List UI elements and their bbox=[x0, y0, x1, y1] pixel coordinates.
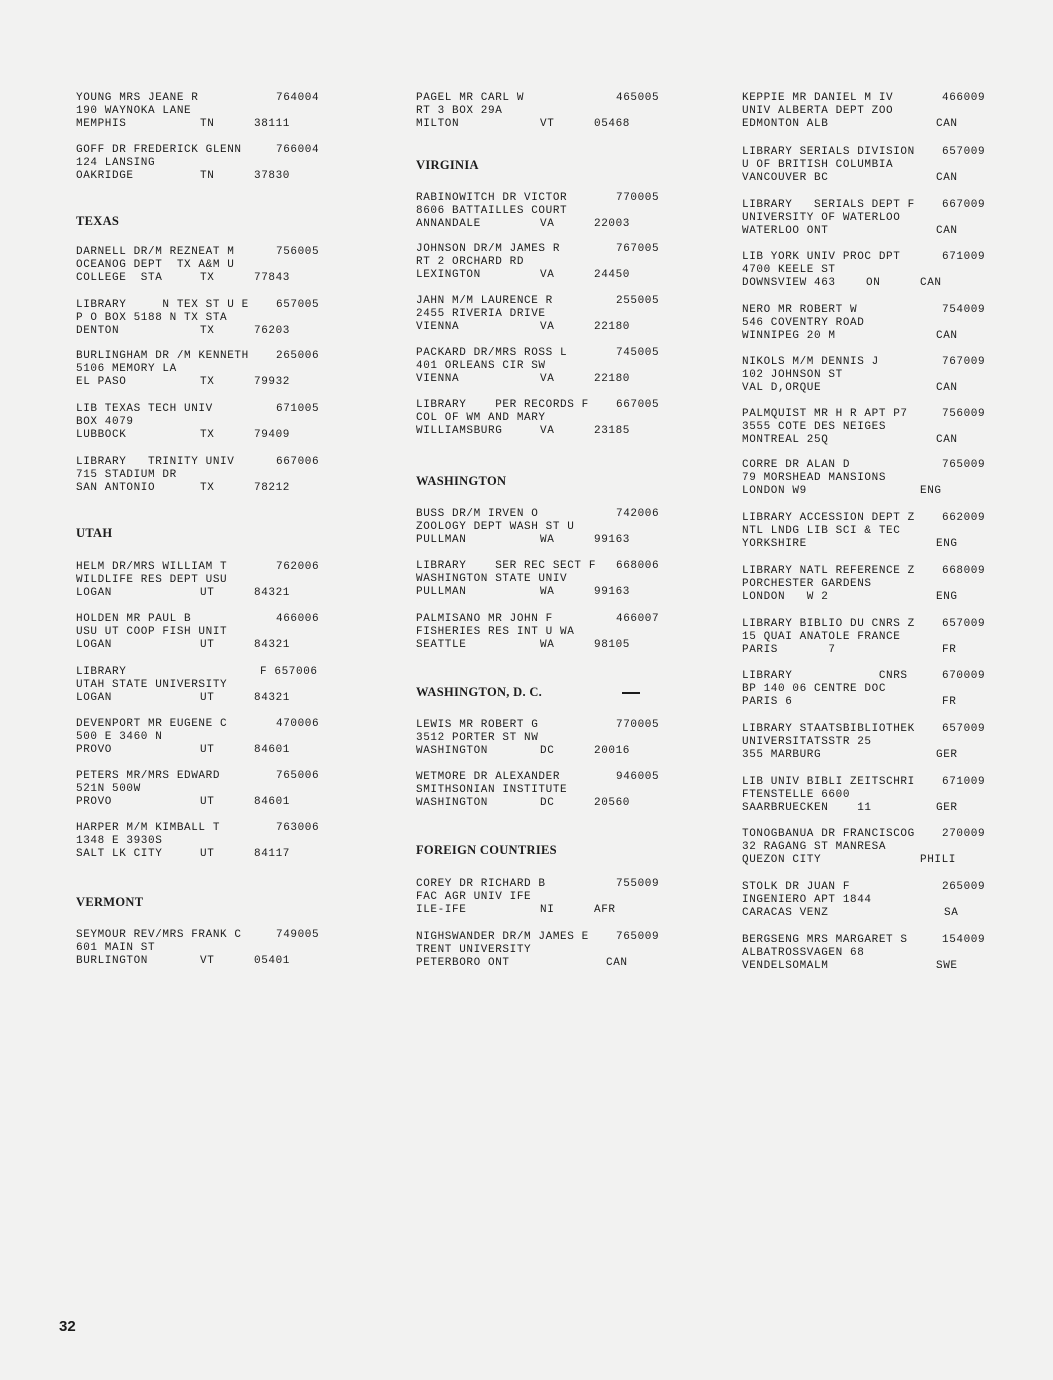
entry-code: 667009 bbox=[942, 199, 986, 211]
entry-name: LEWIS MR ROBERT G bbox=[416, 719, 539, 731]
entry-street: U OF BRITISH COLUMBIA bbox=[742, 159, 894, 171]
entry-city: PROVO bbox=[76, 796, 113, 808]
entry-state: UT bbox=[200, 796, 215, 808]
entry-city: PARIS 6 bbox=[742, 696, 793, 708]
entry-state: TX bbox=[200, 429, 215, 441]
entry-zip: 22180 bbox=[594, 373, 631, 385]
entry-name: BURLINGHAM DR /M KENNETH bbox=[76, 350, 249, 362]
entry-zip: CAN bbox=[936, 330, 958, 342]
entry-code: 667006 bbox=[276, 456, 320, 468]
entry-city: WASHINGTON bbox=[416, 797, 489, 809]
entry-name: LIBRARY TRINITY UNIV bbox=[76, 456, 235, 468]
entry-zip: 99163 bbox=[594, 534, 631, 546]
entry-zip: SWE bbox=[936, 960, 958, 972]
entry-code: 764004 bbox=[276, 92, 320, 104]
section-heading bbox=[416, 843, 716, 858]
entry-street: 190 WAYNOKA LANE bbox=[76, 105, 192, 117]
entry-street: UTAH STATE UNIVERSITY bbox=[76, 679, 228, 691]
entry-city: VANCOUVER BC bbox=[742, 172, 829, 184]
entry-street: WASHINGTON STATE UNIV bbox=[416, 573, 568, 585]
entry-name: LIBRARY STAATSBIBLIOTHEK bbox=[742, 723, 915, 735]
entry-zip: 84321 bbox=[254, 587, 291, 599]
entry-city: DOWNSVIEW 463 bbox=[742, 277, 836, 289]
entry-street: 2455 RIVERIA DRIVE bbox=[416, 308, 546, 320]
entry-code: 756005 bbox=[276, 246, 320, 258]
entry-code: 668009 bbox=[942, 565, 986, 577]
entry-name: JAHN M/M LAURENCE R bbox=[416, 295, 553, 307]
entry-street: P O BOX 5188 N TX STA bbox=[76, 312, 228, 324]
page-number: 32 bbox=[59, 1318, 76, 1335]
entry-code: 770005 bbox=[616, 192, 660, 204]
entry-city: PARIS 7 bbox=[742, 644, 836, 656]
entry-state: WA bbox=[540, 534, 555, 546]
entry-name: RABINOWITCH DR VICTOR bbox=[416, 192, 568, 204]
entry-state: VA bbox=[540, 373, 555, 385]
entry-city: LONDON W 2 bbox=[742, 591, 829, 603]
entry-city: VIENNA bbox=[416, 373, 460, 385]
entry-city: VENDELSOMALM bbox=[742, 960, 829, 972]
entry-street: FTENSTELLE 6600 bbox=[742, 789, 851, 801]
entry-zip: 79932 bbox=[254, 376, 291, 388]
entry-street: RT 3 BOX 29A bbox=[416, 105, 503, 117]
entry-name: PAGEL MR CARL W bbox=[416, 92, 525, 104]
entry-name: LIB YORK UNIV PROC DPT bbox=[742, 251, 901, 263]
entry-city: LONDON W9 bbox=[742, 485, 807, 497]
section-heading-text: WASHINGTON, D. C. bbox=[416, 685, 543, 699]
entry-code: 670009 bbox=[942, 670, 986, 682]
entry-name: LIBRARY PER RECORDS F bbox=[416, 399, 589, 411]
entry-zip: CAN bbox=[606, 957, 628, 969]
entry-code: 755009 bbox=[616, 878, 660, 890]
entry-state: VA bbox=[540, 321, 555, 333]
entry-city: SAN ANTONIO bbox=[76, 482, 156, 494]
entry-code: 756009 bbox=[942, 408, 986, 420]
entry-zip: FR bbox=[942, 696, 957, 708]
entry-code: 765006 bbox=[276, 770, 320, 782]
entry-city: CARACAS VENZ bbox=[742, 907, 829, 919]
entry-code: 766004 bbox=[276, 144, 320, 156]
entry-zip: 24450 bbox=[594, 269, 631, 281]
entry-street: FISHERIES RES INT U WA bbox=[416, 626, 575, 638]
entry-street: UNIV ALBERTA DEPT ZOO bbox=[742, 105, 894, 117]
entry-code: 662009 bbox=[942, 512, 986, 524]
entry-street: WILDLIFE RES DEPT USU bbox=[76, 574, 228, 586]
section-heading-text: FOREIGN COUNTRIES bbox=[416, 843, 557, 857]
entry-city: DENTON bbox=[76, 325, 120, 337]
entry-street: 521N 500W bbox=[76, 783, 141, 795]
entry-code: 767005 bbox=[616, 243, 660, 255]
entry-code: 763006 bbox=[276, 822, 320, 834]
entry-street: 32 RAGANG ST MANRESA bbox=[742, 841, 887, 853]
entry-city: LEXINGTON bbox=[416, 269, 481, 281]
section-heading-text: VIRGINIA bbox=[416, 158, 479, 172]
entry-street: 124 LANSING bbox=[76, 157, 156, 169]
entry-city: VAL D,ORQUE bbox=[742, 382, 822, 394]
entry-code: 749005 bbox=[276, 929, 320, 941]
entry-code: 762006 bbox=[276, 561, 320, 573]
entry-code: 946005 bbox=[616, 771, 660, 783]
entry-city: YORKSHIRE bbox=[742, 538, 807, 550]
entry-city: SALT LK CITY bbox=[76, 848, 163, 860]
entry-zip: CAN bbox=[936, 118, 958, 130]
entry-city: WINNIPEG 20 M bbox=[742, 330, 836, 342]
section-heading bbox=[416, 158, 716, 173]
entry-street: 3512 PORTER ST NW bbox=[416, 732, 539, 744]
entry-state: VA bbox=[540, 425, 555, 437]
entry-zip: 76203 bbox=[254, 325, 291, 337]
entry-street: 3555 COTE DES NEIGES bbox=[742, 421, 887, 433]
section-heading-text: TEXAS bbox=[76, 214, 120, 228]
entry-street: 102 JOHNSON ST bbox=[742, 369, 843, 381]
entry-city: PULLMAN bbox=[416, 534, 467, 546]
entry-state: UT bbox=[200, 848, 215, 860]
entry-city: PETERBORO ONT bbox=[416, 957, 510, 969]
entry-code: 671005 bbox=[276, 403, 320, 415]
entry-code: 466007 bbox=[616, 613, 660, 625]
entry-code: 470006 bbox=[276, 718, 320, 730]
entry-state: TX bbox=[200, 272, 215, 284]
entry-state: TX bbox=[200, 482, 215, 494]
entry-code: 765009 bbox=[616, 931, 660, 943]
entry-city: VIENNA bbox=[416, 321, 460, 333]
entry-street: OCEANOG DEPT TX A&M U bbox=[76, 259, 235, 271]
entry-zip: 79409 bbox=[254, 429, 291, 441]
entry-name: LIBRARY N TEX ST U E bbox=[76, 299, 249, 311]
entry-name: LIBRARY SERIALS DEPT F bbox=[742, 199, 915, 211]
entry-zip: 84321 bbox=[254, 639, 291, 651]
section-heading bbox=[76, 895, 376, 910]
entry-state: VT bbox=[200, 955, 215, 967]
entry-zip: 05401 bbox=[254, 955, 291, 967]
entry-zip: CAN bbox=[936, 172, 958, 184]
entry-state: DC bbox=[540, 745, 555, 757]
entry-state: UT bbox=[200, 692, 215, 704]
entry-state: WA bbox=[540, 639, 555, 651]
entry-state: TN bbox=[200, 118, 215, 130]
entry-zip: CAN bbox=[936, 434, 958, 446]
entry-zip: 37830 bbox=[254, 170, 291, 182]
entry-code: 767009 bbox=[942, 356, 986, 368]
entry-state: UT bbox=[200, 744, 215, 756]
entry-code: 657009 bbox=[942, 146, 986, 158]
entry-name: LIB TEXAS TECH UNIV bbox=[76, 403, 213, 415]
entry-state: VT bbox=[540, 118, 555, 130]
heading-dash bbox=[622, 692, 640, 694]
entry-code: 671009 bbox=[942, 251, 986, 263]
entry-zip: 22003 bbox=[594, 218, 631, 230]
entry-state: TX bbox=[200, 325, 215, 337]
entry-street: COL OF WM AND MARY bbox=[416, 412, 546, 424]
entry-name: CORRE DR ALAN D bbox=[742, 459, 851, 471]
entry-city: OAKRIDGE bbox=[76, 170, 134, 182]
entry-state: VA bbox=[540, 269, 555, 281]
entry-zip: CAN bbox=[920, 277, 942, 289]
entry-name: PALMISANO MR JOHN F bbox=[416, 613, 553, 625]
entry-zip: GER bbox=[936, 802, 958, 814]
entry-state: TN bbox=[200, 170, 215, 182]
entry-code: 657005 bbox=[276, 299, 320, 311]
entry-city: LUBBOCK bbox=[76, 429, 127, 441]
entry-code: 154009 bbox=[942, 934, 986, 946]
section-heading-text: WASHINGTON bbox=[416, 474, 507, 488]
entry-name: BERGSENG MRS MARGARET S bbox=[742, 934, 908, 946]
entry-name: PACKARD DR/MRS ROSS L bbox=[416, 347, 568, 359]
entry-zip: 20560 bbox=[594, 797, 631, 809]
entry-street: BOX 4079 bbox=[76, 416, 134, 428]
entry-code: 265009 bbox=[942, 881, 986, 893]
entry-name: HELM DR/MRS WILLIAM T bbox=[76, 561, 228, 573]
entry-street: 15 QUAI ANATOLE FRANCE bbox=[742, 631, 901, 643]
entry-zip: 99163 bbox=[594, 586, 631, 598]
entry-state: UT bbox=[200, 639, 215, 651]
entry-zip: ENG bbox=[936, 591, 958, 603]
entry-city: EDMONTON ALB bbox=[742, 118, 829, 130]
section-heading bbox=[76, 214, 376, 229]
entry-zip: 84601 bbox=[254, 796, 291, 808]
entry-code: 265006 bbox=[276, 350, 320, 362]
entry-name: WETMORE DR ALEXANDER bbox=[416, 771, 561, 783]
entry-zip: SA bbox=[944, 907, 959, 919]
entry-name: YOUNG MRS JEANE R bbox=[76, 92, 199, 104]
entry-name: LIBRARY BIBLIO DU CNRS Z bbox=[742, 618, 915, 630]
entry-name: LIBRARY bbox=[76, 666, 127, 678]
entry-street: BP 140 06 CENTRE DOC bbox=[742, 683, 887, 695]
entry-name: LIBRARY SER REC SECT F bbox=[416, 560, 597, 572]
entry-name: NIKOLS M/M DENNIS J bbox=[742, 356, 879, 368]
entry-code: 742006 bbox=[616, 508, 660, 520]
entry-zip: FR bbox=[942, 644, 957, 656]
entry-state: WA bbox=[540, 586, 555, 598]
entry-zip: 38111 bbox=[254, 118, 291, 130]
entry-zip: CAN bbox=[936, 225, 958, 237]
entry-code: 657009 bbox=[942, 723, 986, 735]
entry-name: TONOGBANUA DR FRANCISCOG bbox=[742, 828, 915, 840]
entry-street: 401 ORLEANS CIR SW bbox=[416, 360, 546, 372]
entry-name: PALMQUIST MR H R APT P7 bbox=[742, 408, 908, 420]
entry-city: COLLEGE STA bbox=[76, 272, 163, 284]
entry-name: LIB UNIV BIBLI ZEITSCHRI bbox=[742, 776, 915, 788]
entry-code: 745005 bbox=[616, 347, 660, 359]
entry-city: SAARBRUECKEN 11 bbox=[742, 802, 872, 814]
entry-city: PULLMAN bbox=[416, 586, 467, 598]
entry-zip: 77843 bbox=[254, 272, 291, 284]
entry-name: HARPER M/M KIMBALL T bbox=[76, 822, 221, 834]
entry-street: ALBATROSSVAGEN 68 bbox=[742, 947, 865, 959]
entry-street: 546 COVENTRY ROAD bbox=[742, 317, 865, 329]
entry-city: PROVO bbox=[76, 744, 113, 756]
entry-code: 657009 bbox=[942, 618, 986, 630]
entry-name: COREY DR RICHARD B bbox=[416, 878, 546, 890]
entry-city: 355 MARBURG bbox=[742, 749, 822, 761]
entry-street: INGENIERO APT 1844 bbox=[742, 894, 872, 906]
entry-name: KEPPIE MR DANIEL M IV bbox=[742, 92, 894, 104]
entry-name: BUSS DR/M IRVEN O bbox=[416, 508, 539, 520]
entry-street: UNIVERSITATSSTR 25 bbox=[742, 736, 872, 748]
entry-city: SEATTLE bbox=[416, 639, 467, 651]
entry-street: SMITHSONIAN INSTITUTE bbox=[416, 784, 568, 796]
entry-street: 79 MORSHEAD MANSIONS bbox=[742, 472, 887, 484]
entry-city: WASHINGTON bbox=[416, 745, 489, 757]
entry-zip: 98105 bbox=[594, 639, 631, 651]
entry-name: LIBRARY NATL REFERENCE Z bbox=[742, 565, 915, 577]
entry-code: 255005 bbox=[616, 295, 660, 307]
entry-name: NIGHSWANDER DR/M JAMES E bbox=[416, 931, 589, 943]
entry-name: DARNELL DR/M REZNEAT M bbox=[76, 246, 235, 258]
entry-code: 765009 bbox=[942, 459, 986, 471]
entry-street: 1348 E 3930S bbox=[76, 835, 163, 847]
entry-street: 715 STADIUM DR bbox=[76, 469, 177, 481]
entry-zip: 78212 bbox=[254, 482, 291, 494]
entry-city: EL PASO bbox=[76, 376, 127, 388]
entry-state: TX bbox=[200, 376, 215, 388]
entry-street: 4700 KEELE ST bbox=[742, 264, 836, 276]
entry-zip: GER bbox=[936, 749, 958, 761]
entry-zip: 23185 bbox=[594, 425, 631, 437]
entry-zip: PHILI bbox=[920, 854, 957, 866]
entry-street: 601 MAIN ST bbox=[76, 942, 156, 954]
entry-state: ON bbox=[866, 277, 881, 289]
section-heading-text: VERMONT bbox=[76, 895, 144, 909]
entry-city: ANNANDALE bbox=[416, 218, 481, 230]
entry-street: 8606 BATTAILLES COURT bbox=[416, 205, 568, 217]
entry-name: NERO MR ROBERT W bbox=[742, 304, 858, 316]
entry-zip: ENG bbox=[920, 485, 942, 497]
entry-state: VA bbox=[540, 218, 555, 230]
entry-city: LOGAN bbox=[76, 639, 113, 651]
entry-zip: 84601 bbox=[254, 744, 291, 756]
entry-code: F 657006 bbox=[260, 666, 318, 678]
entry-street: TRENT UNIVERSITY bbox=[416, 944, 532, 956]
entry-name: JOHNSON DR/M JAMES R bbox=[416, 243, 561, 255]
entry-code: 754009 bbox=[942, 304, 986, 316]
entry-street: PORCHESTER GARDENS bbox=[742, 578, 872, 590]
entry-code: 270009 bbox=[942, 828, 986, 840]
entry-code: 667005 bbox=[616, 399, 660, 411]
entry-name: PETERS MR/MRS EDWARD bbox=[76, 770, 221, 782]
entry-zip: AFR bbox=[594, 904, 616, 916]
entry-street: FAC AGR UNIV IFE bbox=[416, 891, 532, 903]
entry-name: LIBRARY SERIALS DIVISION bbox=[742, 146, 915, 158]
entry-code: 668006 bbox=[616, 560, 660, 572]
entry-city: MEMPHIS bbox=[76, 118, 127, 130]
entry-zip: ENG bbox=[936, 538, 958, 550]
entry-street: UNIVERSITY OF WATERLOO bbox=[742, 212, 901, 224]
entry-state: NI bbox=[540, 904, 555, 916]
entry-name: LIBRARY CNRS bbox=[742, 670, 908, 682]
entry-street: 500 E 3460 N bbox=[76, 731, 163, 743]
entry-street: 5106 MEMORY LA bbox=[76, 363, 177, 375]
entry-name: HOLDEN MR PAUL B bbox=[76, 613, 192, 625]
entry-city: LOGAN bbox=[76, 692, 113, 704]
entry-city: WILLIAMSBURG bbox=[416, 425, 503, 437]
entry-code: 671009 bbox=[942, 776, 986, 788]
entry-zip: 20016 bbox=[594, 745, 631, 757]
entry-street: RT 2 ORCHARD RD bbox=[416, 256, 525, 268]
section-heading-text: UTAH bbox=[76, 526, 113, 540]
entry-street: NTL LNDG LIB SCI & TEC bbox=[742, 525, 901, 537]
entry-city: ILE-IFE bbox=[416, 904, 467, 916]
entry-name: STOLK DR JUAN F bbox=[742, 881, 851, 893]
entry-zip: 05468 bbox=[594, 118, 631, 130]
entry-name: GOFF DR FREDERICK GLENN bbox=[76, 144, 242, 156]
entry-state: DC bbox=[540, 797, 555, 809]
entry-name: LIBRARY ACCESSION DEPT Z bbox=[742, 512, 915, 524]
entry-city: BURLINGTON bbox=[76, 955, 149, 967]
entry-city: MILTON bbox=[416, 118, 460, 130]
entry-state: UT bbox=[200, 587, 215, 599]
entry-code: 770005 bbox=[616, 719, 660, 731]
entry-zip: 84117 bbox=[254, 848, 291, 860]
section-heading bbox=[416, 474, 716, 489]
entry-city: QUEZON CITY bbox=[742, 854, 822, 866]
entry-code: 465005 bbox=[616, 92, 660, 104]
entry-street: ZOOLOGY DEPT WASH ST U bbox=[416, 521, 575, 533]
entry-street: USU UT COOP FISH UNIT bbox=[76, 626, 228, 638]
section-heading bbox=[416, 685, 716, 700]
entry-name: DEVENPORT MR EUGENE C bbox=[76, 718, 228, 730]
entry-city: LOGAN bbox=[76, 587, 113, 599]
entry-code: 466006 bbox=[276, 613, 320, 625]
entry-code: 466009 bbox=[942, 92, 986, 104]
entry-zip: CAN bbox=[936, 382, 958, 394]
entry-name: SEYMOUR REV/MRS FRANK C bbox=[76, 929, 242, 941]
entry-city: WATERLOO ONT bbox=[742, 225, 829, 237]
entry-zip: 84321 bbox=[254, 692, 291, 704]
entry-zip: 22180 bbox=[594, 321, 631, 333]
section-heading bbox=[76, 526, 376, 541]
entry-city: MONTREAL 25Q bbox=[742, 434, 829, 446]
